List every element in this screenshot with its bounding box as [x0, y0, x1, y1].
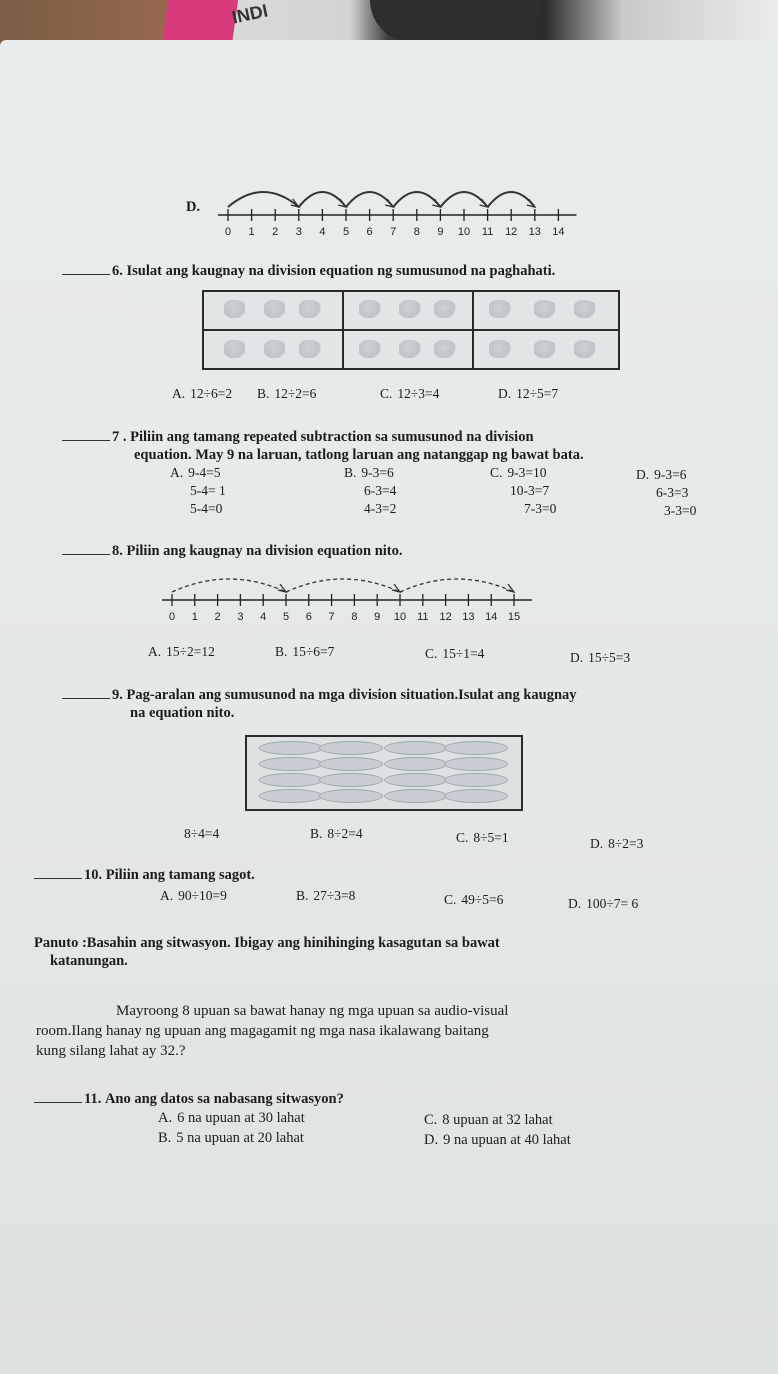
q10-option-a[interactable]: A. 90÷10=9: [160, 888, 227, 903]
tick-label: 14: [552, 226, 565, 238]
tick-label: 5: [342, 226, 350, 238]
tick-label: 0: [224, 226, 232, 238]
tick-label: 3: [295, 226, 302, 238]
hop-arc: [228, 192, 299, 207]
tick-label: 7: [390, 226, 397, 238]
tick-label: 6: [305, 611, 312, 623]
hop-arc: [400, 579, 514, 592]
tick-label: 9: [437, 226, 444, 238]
tick-label: 1: [191, 611, 198, 623]
q8-option-d[interactable]: D. 15÷5=3: [570, 650, 631, 665]
q9-option-c[interactable]: C. 8÷5=1: [456, 830, 509, 845]
tick-label: 10: [457, 226, 471, 238]
q11-option-b[interactable]: B. 5 na upuan at 20 lahat: [158, 1130, 304, 1146]
tick-label: 0: [168, 611, 176, 623]
hop-arc: [172, 579, 286, 592]
instructions-line2: katanungan.: [50, 953, 128, 969]
q7-stem-line2: equation. May 9 na laruan, tatlong laruan ang natanggap ng bawat bata.: [134, 447, 584, 463]
q7-stem: 7 . Piliin ang tamang repeated subtraction sa sumusunod na division: [62, 428, 534, 446]
hop-arrowhead: [392, 584, 400, 592]
q7-option-d[interactable]: D. 9-3=6 6-3=3 3-3=0: [636, 467, 697, 518]
tick-label: 11: [417, 611, 429, 623]
q9-option-a[interactable]: 8÷4=4: [184, 826, 220, 841]
answer-blank[interactable]: [34, 1102, 82, 1103]
situation-line3: kung silang lahat ay 32.?: [36, 1043, 186, 1059]
tick-label: 13: [528, 226, 541, 238]
tick-label: 2: [272, 226, 279, 238]
q5-option-d-label: D.: [186, 199, 201, 215]
background-dark-object: [370, 0, 540, 42]
q8-stem: 8. Piliin ang kaugnay na division equation nito.: [62, 542, 403, 560]
answer-blank[interactable]: [62, 440, 110, 441]
q6-option-b[interactable]: B. 12÷2=6: [257, 386, 317, 401]
q10-option-c[interactable]: C. 49÷5=6: [444, 892, 504, 907]
q6-option-c[interactable]: C. 12÷3=4: [380, 386, 440, 401]
tick-label: 13: [462, 611, 475, 623]
q5-number-line: [200, 185, 600, 250]
tick-label: 11: [481, 226, 494, 238]
tick-label: 1: [248, 226, 255, 238]
tick-label: 9: [374, 611, 381, 623]
q8-number-line: [148, 560, 548, 632]
answer-blank[interactable]: [62, 274, 110, 275]
q6-option-a[interactable]: A. 12÷6=2: [172, 386, 233, 401]
q8-option-a[interactable]: A. 15÷2=12: [148, 644, 215, 659]
tick-label: 4: [319, 226, 326, 238]
tick-label: 6: [366, 226, 373, 238]
background-pink-object: [162, 0, 238, 45]
instructions-line1: Panuto :Basahin ang sitwasyon. Ibigay ang hinihinging kasagutan sa bawat: [34, 935, 500, 951]
q7-option-a[interactable]: A. 9-4=5 5-4= 1 5-4=0: [170, 465, 226, 516]
tick-label: 7: [328, 611, 335, 623]
q10-stem: 10. Piliin ang tamang sagot.: [34, 866, 255, 884]
tick-label: 12: [505, 226, 518, 238]
q6-toy-groups-box: [202, 290, 620, 370]
tick-label: 12: [439, 611, 452, 623]
tick-label: 14: [485, 611, 498, 623]
hop-arc: [286, 579, 400, 592]
q11-stem: 11. Ano ang datos sa nabasang sitwasyon?: [34, 1090, 344, 1108]
q8-option-c[interactable]: C. 15÷1=4: [425, 646, 485, 661]
q11-option-a[interactable]: A. 6 na upuan at 30 lahat: [158, 1110, 305, 1126]
q10-option-d[interactable]: D. 100÷7= 6: [568, 896, 639, 911]
hop-arrowhead: [278, 584, 286, 592]
q9-fish-box: [245, 735, 523, 811]
q9-stem-line2: na equation nito.: [130, 705, 235, 721]
q8-option-b[interactable]: B. 15÷6=7: [275, 644, 335, 659]
q7-option-c[interactable]: C. 9-3=10 10-3=7 7-3=0: [490, 465, 557, 516]
tick-label: 8: [351, 611, 358, 623]
situation-line1: Mayroong 8 upuan sa bawat hanay ng mga upuan sa audio-visual: [116, 1003, 509, 1019]
tick-label: 8: [413, 226, 420, 238]
tick-label: 10: [393, 611, 407, 623]
tick-label: 4: [260, 611, 267, 623]
q9-option-b[interactable]: B. 8÷2=4: [310, 826, 363, 841]
q6-option-d[interactable]: D. 12÷5=7: [498, 386, 559, 401]
tick-label: 15: [507, 611, 521, 623]
answer-blank[interactable]: [62, 698, 110, 699]
q11-option-c[interactable]: C. 8 upuan at 32 lahat: [424, 1112, 553, 1128]
answer-blank[interactable]: [62, 554, 110, 555]
background-label: INDI: [230, 0, 270, 28]
tick-label: 3: [237, 611, 244, 623]
q6-stem: 6. Isulat ang kaugnay na division equation ng sumusunod na paghahati.: [62, 262, 555, 280]
q9-stem: 9. Pag-aralan ang sumusunod na mga division situation.Isulat ang kaugnay: [62, 686, 577, 704]
answer-blank[interactable]: [34, 878, 82, 879]
hop-arrowhead: [506, 584, 514, 592]
q10-option-b[interactable]: B. 27÷3=8: [296, 888, 356, 903]
tick-label: 5: [282, 611, 290, 623]
q11-option-d[interactable]: D. 9 na upuan at 40 lahat: [424, 1132, 571, 1148]
situation-line2: room.Ilang hanay ng upuan ang magagamit ng mga nasa ikalawang baitang: [36, 1023, 489, 1039]
tick-label: 2: [214, 611, 221, 623]
q7-option-b[interactable]: B. 9-3=6 6-3=4 4-3=2: [344, 465, 397, 516]
q9-option-d[interactable]: D. 8÷2=3: [590, 836, 644, 851]
